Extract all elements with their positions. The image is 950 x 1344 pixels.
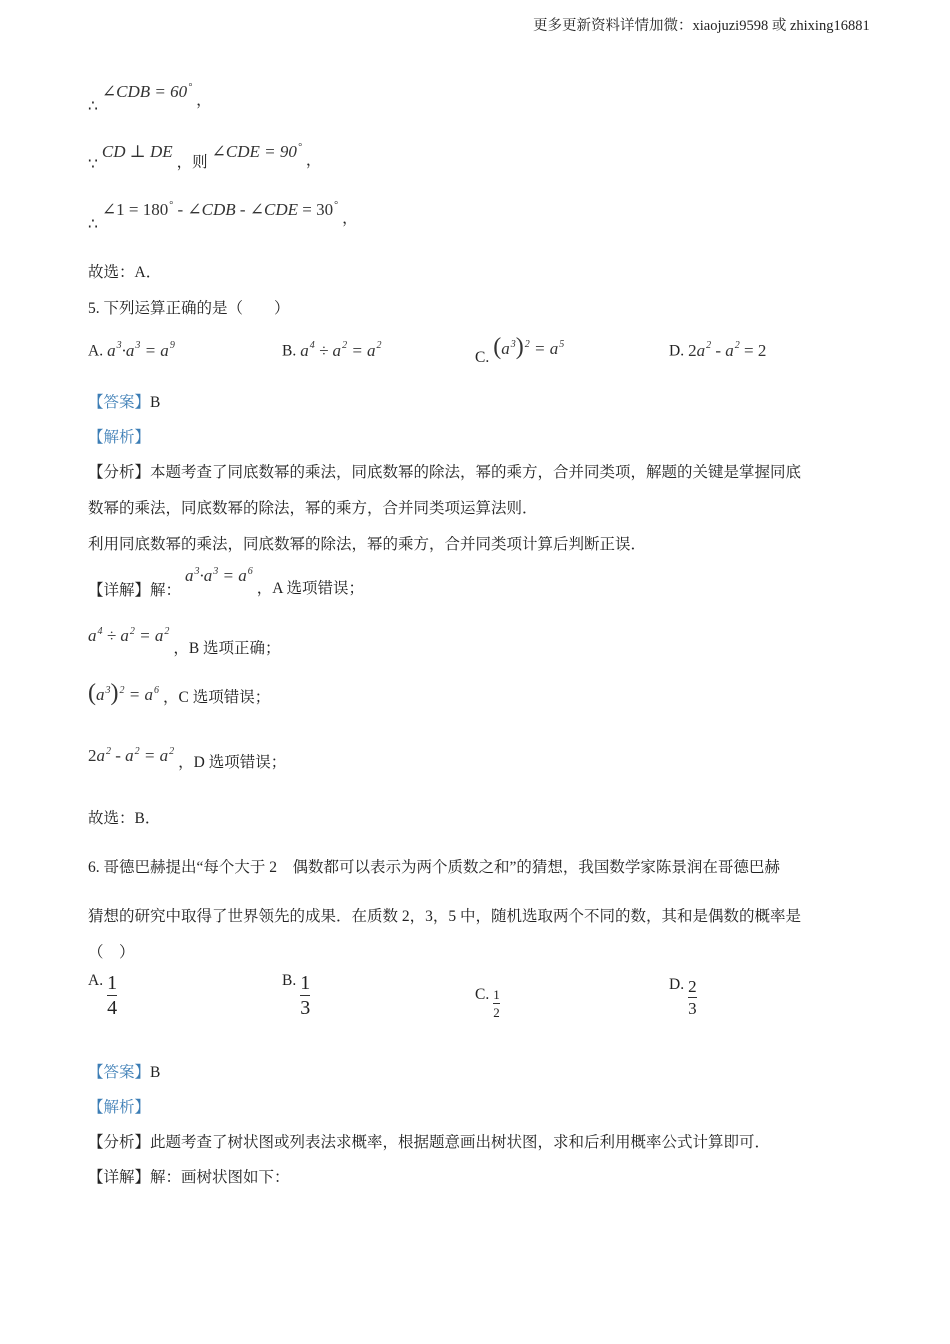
option-label: A. <box>88 342 104 360</box>
then-text: ，则 <box>176 154 208 171</box>
choose-line: 故选：A． <box>88 264 162 281</box>
page-header: 更多更新资料详情加微：xiaojuzi9598 或 zhixing16881 <box>533 18 870 34</box>
q6-option-a <box>88 973 117 1018</box>
q5-option-d <box>669 340 766 361</box>
because-line <box>88 140 322 173</box>
option-label: B. <box>282 972 297 990</box>
comma: ， <box>305 152 322 169</box>
q6-option-b <box>282 973 310 1018</box>
math-expression: $a^3\cdot a^3 = a^6$ <box>185 565 253 585</box>
therefore-symbol: ∴ <box>88 216 98 233</box>
option-label: D. <box>669 976 685 994</box>
detail-label: 【详解】 <box>88 1169 151 1186</box>
math-expression: $a^4 \div a^2 = a^2$ <box>300 340 382 360</box>
comma: ， <box>342 210 358 227</box>
math-expression: ∠CDE = 90° <box>211 141 302 161</box>
fraction: $\frac{2}{3}$ <box>688 977 697 1018</box>
fraction: $\frac{1}{4}$ <box>107 972 118 1019</box>
q6-analysis-tag: 【解析】 <box>88 1099 151 1116</box>
answer-value: B <box>150 1064 161 1081</box>
answer-value: B <box>150 394 161 411</box>
math-expression: $2a^2 - a^2 = a^2$ <box>88 745 175 765</box>
therefore-line-1 <box>88 80 212 115</box>
option-label: C. <box>475 986 490 1004</box>
q6-stem-line-3: （ ） <box>88 944 135 961</box>
analysis-label: 【分析】 <box>88 464 151 481</box>
math-expression: $(a^3)^2 = a^6$ <box>88 680 159 706</box>
answer-tag: 【答案】 <box>88 1064 151 1081</box>
analysis-label: 【分析】 <box>88 1134 151 1151</box>
answer-tag: 【答案】 <box>88 394 151 411</box>
q5-detail-line-4 <box>88 744 287 771</box>
q6-stem-line-2: 猜想的研究中取得了世界领先的成果．在质数 2，3，5 中，随机选取两个不同的数，其和是偶数的概率是 <box>88 908 802 925</box>
math-expression: $2a^2 - a^2 = 2$ <box>688 340 767 360</box>
q5-stem: 5. 下列运算正确的是（ ） <box>88 300 290 317</box>
q5-detail-line-2 <box>88 624 281 657</box>
detail-label: 【详解】 <box>88 582 151 599</box>
q5-analysis-line-1 <box>88 460 801 482</box>
fraction: $\frac{1}{3}$ <box>300 972 311 1019</box>
because-symbol: ∵ <box>88 156 98 173</box>
q5-analysis-line-3: 利用同底数幂的乘法，同底数幂的除法，幂的乘方，合并同类项计算后判断正误． <box>88 536 647 553</box>
detail-text: 解：画树状图如下： <box>150 1169 290 1186</box>
q5-option-c <box>475 334 565 366</box>
analysis-text: 此题考查了树状图或列表法求概率，根据题意画出树状图，求和后利用概率公式计算即可． <box>150 1134 771 1151</box>
option-label: D. <box>669 342 685 360</box>
q6-stem-line-1: 6. 哥德巴赫提出“每个大于 2 偶数都可以表示为两个质数之和”的猜想，我国数学家陈景润在哥德巴赫 <box>88 859 780 876</box>
detail-note: ，A 选项错误； <box>256 580 364 597</box>
option-label: A. <box>88 972 104 990</box>
analysis-text: 本题考查了同底数幂的乘法，同底数幂的除法，幂的乘方，合并同类项，解题的关键是掌握同底 <box>150 464 802 481</box>
q6-option-d <box>669 978 697 1017</box>
detail-note: ，D 选项错误； <box>178 754 287 771</box>
option-label: C. <box>475 349 490 366</box>
q5-analysis-line-2: 数幂的乘法，同底数幂的除法，幂的乘方，合并同类项运算法则． <box>88 500 538 517</box>
math-expression: $a^3\cdot a^3 = a^9$ <box>107 340 175 360</box>
q6-option-c <box>475 988 500 1019</box>
q6-analysis-line-1 <box>88 1130 770 1152</box>
math-expression: CD ⊥ DE <box>101 142 173 161</box>
math-expression: ∠CDB = 60° <box>101 81 193 101</box>
q5-choose-line: 故选：B． <box>88 810 161 827</box>
detail-note: ，B 选项正确； <box>173 640 281 657</box>
detail-note: ，C 选项错误； <box>162 689 271 706</box>
q5-detail-line-3 <box>88 680 270 707</box>
option-label: B. <box>282 342 297 360</box>
q5-detail-line-1 <box>88 564 364 599</box>
therefore-symbol: ∴ <box>88 98 98 115</box>
comma: ， <box>196 92 212 109</box>
q5-option-a <box>88 340 175 361</box>
q5-answer-line <box>88 390 160 412</box>
therefore-line-2 <box>88 198 358 233</box>
fraction: $\frac{1}{2}$ <box>493 987 500 1020</box>
math-expression: $(a^3)^2 = a^5$ <box>493 334 565 360</box>
math-expression: $a^4 \div a^2 = a^2$ <box>88 625 170 645</box>
q5-analysis-tag: 【解析】 <box>88 429 151 446</box>
q6-detail-line <box>88 1165 290 1187</box>
q6-answer-line <box>88 1060 160 1082</box>
detail-prefix: 解： <box>150 582 182 599</box>
math-expression: ∠1 = 180° - ∠CDB - ∠CDE = 30° <box>101 199 339 219</box>
q5-option-b <box>282 340 382 361</box>
